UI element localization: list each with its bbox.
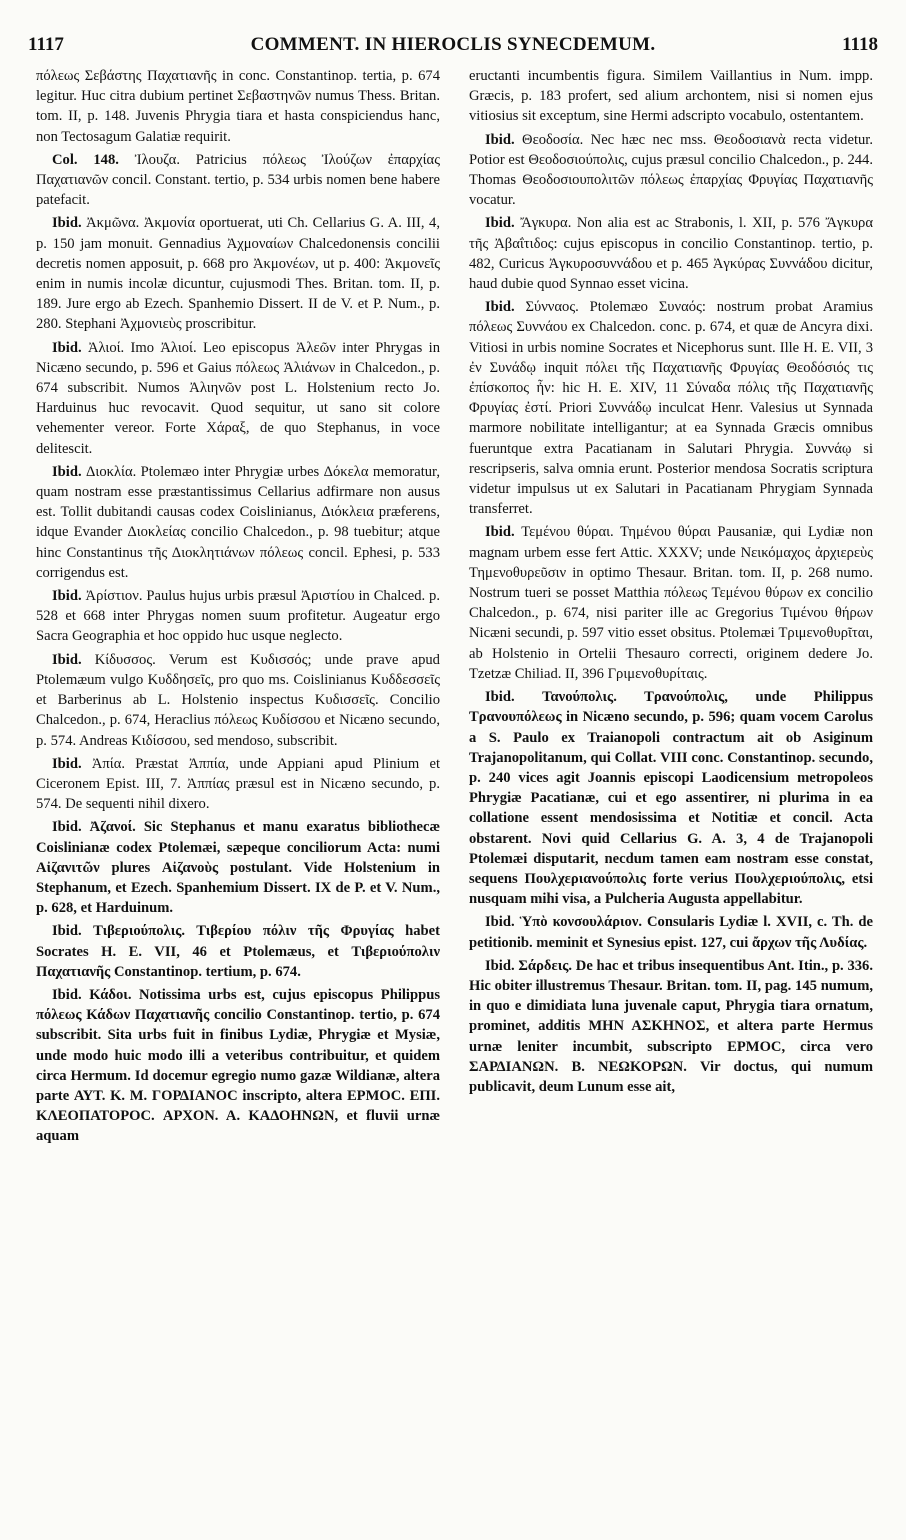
entry-text: Κάδοι. Notissima urbs est, cujus episcopus Philippus πόλεως Κάδων Παχατιανῆς concilio Constantinop. tertio, p. 674 subscribit. Sita urbs fuit in finibus Lydiæ, Phrygiæ et Mysiæ, unde modo huic modo illi a veteribus contribuitur, et quidem circa Hermum. Id docemur egregio numo gazæ Wildianæ, altera parte ΑΥΤ. Κ. Μ. ΓΟΡΔΙΑΝΟC inscripto, altera ΕΡΜΟC. ΕΠΙ. ΚΛΕΟΠΑΤΟΡΟC. ΑΡΧΟΝ. Α. ΚΑΔΟΗΝΩΝ, et fluvii urnæ aquam — [36, 986, 440, 1145]
commentary-entry — [36, 921, 440, 982]
entry-text: Ὑπὸ κονσουλάριον. Consularis Lydiæ l. XVII, c. Th. de petitionib. meminit et Synesius epist. 127, cui ἄρχων τῆς Λυδίας. — [469, 914, 873, 951]
commentary-entry — [469, 130, 873, 211]
entry-text: Ἀζανοί. Sic Stephanus et manu exaratus bibliothecæ Coislinianæ codex Ptolemæi, sæpeque conciliorum Acta: numi Αἰζανιτῶν plures Αἰζανοὺς postulant. Vide Holstenium in Stephanum, et Ezech. Spanhemium Dissert. IX de P. et V. Num., p. 628, et Harduinum. — [36, 819, 440, 917]
commentary-entry — [36, 150, 440, 211]
commentary-entry — [469, 522, 873, 684]
entry-text: Τανούπολις. Τρανούπολις, unde Philippus Τρανουπόλεως in Nicæno secundo, p. 596; quam vocem Carolus a S. Paulo ex Traianopoli contractum ait ob Asiginum Trajanopolitanum, qui Collat. VIII conc. Constantinop. secundo, p. 240 vices agit Joannis episcopi Laodicensium metropoleos Phrygiæ Pacatianæ, cui et ego assentirer, ni plurima in ea collatione essent mendosissima et Notitiæ et concil. Acta obstarent. Novi quid Cellarius G. A. 3, 4 de Trajanopoli Ptolemæi disputarit, necdum tamen eam nostram esse constat, sequens Πουλχεριανούπολις forte verius Πουλχεριούπολις, etsi nusquam mihi visa, a Pulcheria Augusta appellabitur. — [469, 689, 873, 908]
commentary-entry — [36, 817, 440, 918]
commentary-entry — [469, 213, 873, 294]
commentary-entry — [469, 66, 873, 127]
commentary-entry — [469, 297, 873, 519]
entry-text: Ἀκμῶνα. Ἀκμονία oportuerat, uti Ch. Cellarius G. A. III, 4, p. 150 jam monuit. Gennadius Ἀχμοναίων Chalcedonensis concilii decretis nomen apposuit, p. 668 pro Ἀκμονέων, ut p. 400: Ἀκμονεῖς enim in numis incolæ dicuntur, cujusmodi Thes. Britan. tom. II, p. 189. Jure ergo ab Ezech. Spanhemio Dissert. II de V. et P. Num., p. 280. Stephani Ἀχμονιεὺς proscribitur. — [36, 215, 440, 333]
entry-reference: Ibid. — [485, 689, 515, 706]
entry-reference: Ibid. — [52, 215, 82, 232]
entry-reference: Ibid. — [52, 463, 82, 480]
running-title: COMMENT. IN HIEROCLIS SYNECDEMUM. — [250, 34, 656, 55]
commentary-entry — [469, 912, 873, 952]
entry-text: eructanti incumbentis figura. Similem Vaillantius in Num. impp. Græcis, p. 183 profert, sed alium archontem, nisi si nomen ejus vitiosius sit exceptum, sine Hermi adscripto vocabulo, ostentantem. — [469, 68, 873, 125]
entry-reference: Ibid. — [485, 131, 515, 148]
commentary-entry — [36, 650, 440, 751]
entry-reference: Ibid. — [485, 299, 515, 316]
commentary-entry — [36, 338, 440, 459]
entry-text: Ἀλιοί. Imo Ἀλιοί. Leo episcopus Ἀλεῶν inter Phrygas in Nicæno secundo, p. 596 et Gaius πόλεως Ἀλιάνων in Chalcedon., p. 674 subscribit. Numos Ἀλιηνῶν post L. Holstenium recto Jo. Harduinus huc revocavit. Quod sequitur, ut sano sit colore vehementer vereor. Forte Χάραξ, de quo Stephanus, in voce delitescit. — [36, 339, 440, 457]
entry-text: Θεοδοσία. Nec hæc nec mss. Θεοδοσιανὰ recta videtur. Potior est Θεοδοσιούπολις, cujus præsul concilio Chalcedon., p. 244. Thomas Θεοδοσιουπολιτῶν πόλεως ἐπαρχίας Φρυγίας Παχατιανῆς vocatur. — [469, 131, 873, 209]
commentary-entry — [469, 956, 873, 1097]
left-column-number: 1117 — [28, 34, 64, 55]
running-header — [28, 34, 878, 60]
entry-text: Σύνναος. Ptolemæo Συναός: nostrum probat Aramius πόλεως Συννάου ex Chalcedon. conc. p. 674, et quæ de Ancyra dixi. Vitiosi in urbis nomine Socrates et Nicephorus sunt. Ille H. E. VII, 3 ἐν Συνάδῳ inquit πόλει τῆς Παχατιανῆς Φρυγίας Θεοδόσιός τις ἐπίσκοπος ἦν: hic H. E. XIV, 11 Σύναδα πόλις τῆς Παχατιανῆς Φρυγίας ἐστί. Priori Συννάδῳ inculcat Henr. Valesius ut Synnada marmore nobilitate intelligantur; at ea Synnada Græcis omnibus fueruntque extra Pacatianam in Salutari Phrygia. Συννάῳ si rescripseris, salva omnia erunt. Posterior mendosa Socratis scriptura videtur impulsus ut ex Salutari in Pacatianam Phrygiam Synnada transferret. — [469, 299, 873, 518]
entry-reference: Col. 148. — [52, 151, 119, 168]
entry-text: Ἀπία. Præstat Ἀππία, unde Appiani apud Plinium et Ciceronem Epist. III, 7. Ἀππίας præsul est in Nicæno secundo, p. 574. De sequenti nihil dixero. — [36, 755, 440, 813]
entry-text: Ἰλουζα. Patricius πόλεως Ἰλούζων ἐπαρχίας Παχατιανῶν concil. Constant. tertio, p. 534 urbis nomen bene habere patefacit. — [36, 151, 440, 209]
entry-text: Τιβεριούπολις. Τιβερίου πόλιν τῆς Φρυγίας habet Socrates H. E. VII, 46 et Ptolemæus, et Τιβεριούπολιν Παχατιανῆς Constantinop. tertium, p. 674. — [36, 923, 440, 980]
commentary-entry — [36, 754, 440, 815]
entry-reference: Ibid. — [52, 755, 82, 772]
commentary-entry — [36, 66, 440, 147]
entry-reference: Ibid. — [52, 986, 82, 1003]
entry-reference: Ibid. — [485, 957, 515, 974]
entry-text: πόλεως Σεβάστης Παχατιανῆς in conc. Constantinop. tertia, p. 674 legitur. Huc citra dubium pertinet Σεβαστηνῶν numus Thess. Britan. tom. II, p. 148. Juvenis Phrygia tiara et hasta conspiciendus hanc, non Tectosagum Galatiæ requirit. — [36, 68, 440, 145]
commentary-entry — [36, 462, 440, 583]
commentary-entry — [36, 213, 440, 334]
commentary-entry — [36, 586, 440, 647]
entry-text: Κίδυσσος. Verum est Κυδισσός; unde prave apud Ptolemæum vulgo Κυδδησεῖς, pro quo ms. Coislinianus Κυδδεσσεῖς et Barberinus ab L. Holstenio inspectus Κυδισσεῖς. Concilio Chalcedon., p. 674, Heraclius πόλεως Κυδίσσου et Nicæno secundo, p. 574. Andreas Κιδίσσου, sed mendoso, subscribit. — [36, 651, 440, 749]
right-column-number: 1118 — [842, 34, 878, 55]
entry-reference: Ibid. — [52, 651, 82, 668]
entry-text: Ἀρίστιον. Paulus hujus urbis præsul Ἀριστίου in Chalced. p. 528 et 668 inter Phrygas nomen suum profitetur. Augeatur ergo Sacra Geographia et hoc oppido huc usque neglecto. — [36, 588, 440, 645]
entry-text: Σάρδεις. De hac et tribus insequentibus Ant. Itin., p. 336. Hic obiter illustremus Thesaur. Britan. tom. II, pag. 145 numum, in quo e dimidiata luna juvenale caput, Phrygia tiara ornatum, prominet, additis ΜΗΝ ΑΣΚΗΝΟΣ, et altera parte Hermus urnæ leniter incumbit, subscripto ΕΡΜΟC, circa vero ΣΑΡΔΙΑΝΩΝ. Β. ΝΕΩΚΟΡΩΝ. Vir doctus, qui numum publicavit, deum Lunum esse ait, — [469, 957, 873, 1095]
entry-reference: Ibid. — [52, 923, 82, 940]
left-text-column — [36, 66, 440, 1520]
entry-reference: Ibid. — [485, 215, 515, 232]
entry-reference: Ibid. — [485, 524, 515, 541]
entry-reference: Ibid. — [52, 819, 82, 836]
right-text-column — [469, 66, 873, 1520]
entry-text: Διοκλία. Ptolemæo inter Phrygiæ urbes Δόκελα memoratur, quam nostram esse præstantissimus Cellarius adfirmare non ausus est. Tollit dubitandi causas codex Coislinianus, Διόκλεια præferens, idque Evander Διοκλείας concilio Chalcedon., p. 98 tuebitur; atque hinc Constantinus τῆς Διοκλητιάνων πόλεως concil. Ephesi, p. 533 corrigendus est. — [36, 463, 440, 581]
entry-text: Τεμένου θύραι. Τημένου θύραι Pausaniæ, qui Lydiæ non magnam urbem esse fert Attic. XXXV; unde Νεικόμαχος ἀρχιερεὺς Τημενοθυρεῦσιν in optimo Thesaur. Britan. tom. II, p. 268 numo. Nostrum tueri se posset Matthia πόλεως Τεμένου θύρων ex concilio Chalcedon., p. 674, nisi pariter ille ac Gregorius Τιμένου θήρων Nicæni secundi, p. 597 vitio esset obsitus. Ptolemæi Τριμενοθυρῖται, ab Holstenio in Ortelii Thesauro correcti, originem dedere Jo. Tzetzæ Chiliad. II, 396 Γριμενοθυρίταις. — [469, 524, 873, 682]
commentary-entry — [36, 985, 440, 1147]
entry-reference: Ibid. — [52, 339, 82, 356]
commentary-entry — [469, 687, 873, 909]
entry-text: Ἄγκυρα. Non alia est ac Strabonis, l. XII, p. 576 Ἄγκυρα τῆς Ἀβαΐτιδος: cujus episcopus in concilio Constantinop. tertio, p. 482, Curicus Ἀγκυροσυννάδου et p. 465 Ἀγκύρας Συννάδου dicitur, haud dubie quod Synnao esset vicina. — [469, 215, 873, 293]
entry-reference: Ibid. — [485, 914, 515, 931]
entry-reference: Ibid. — [52, 588, 82, 605]
